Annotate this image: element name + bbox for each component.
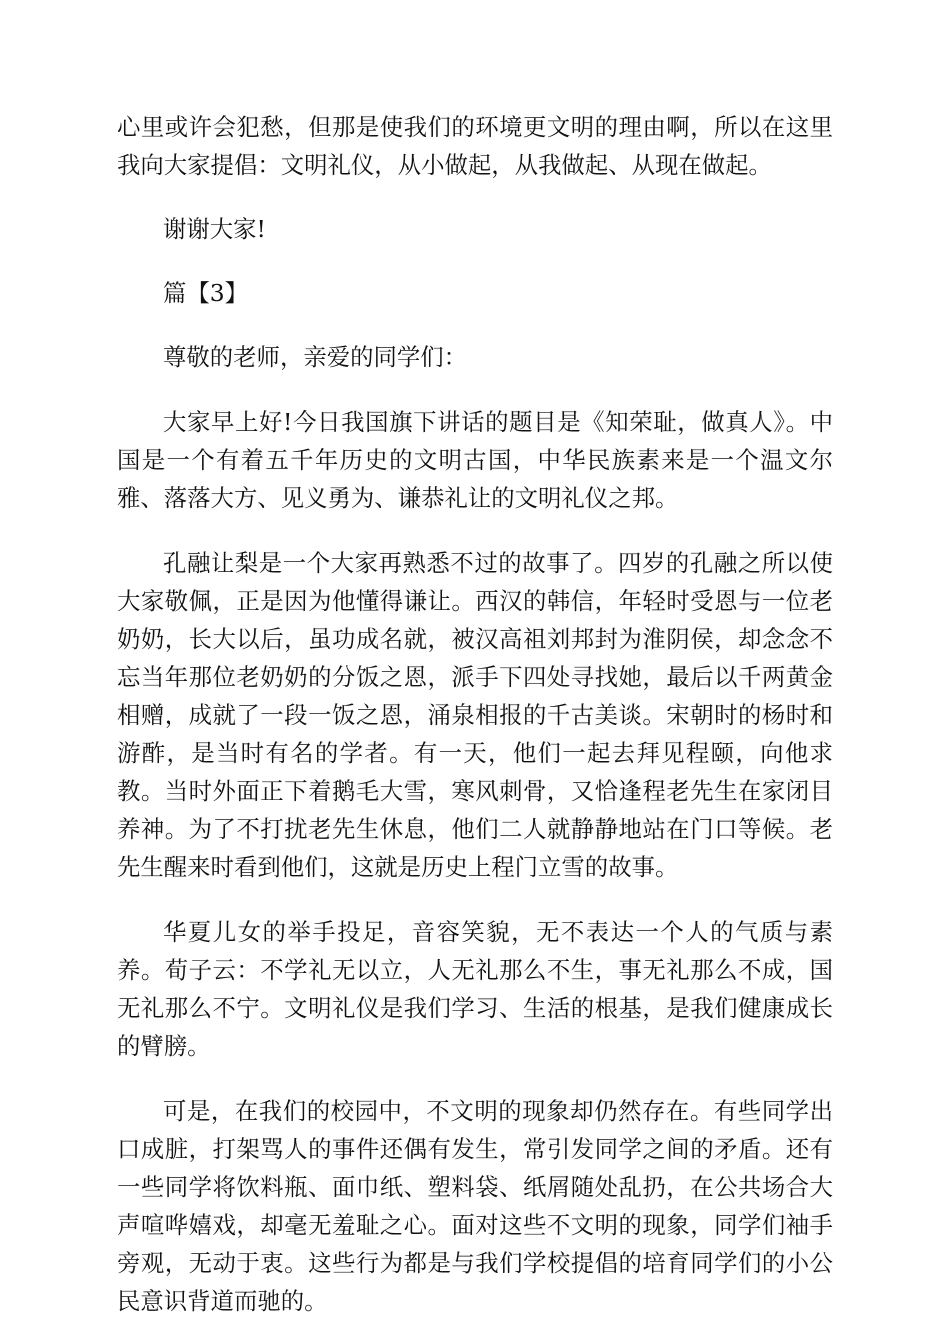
paragraph-campus: 可是，在我们的校园中，不文明的现象却仍然存在。有些同学出口成脏，打架骂人的事件还偶有发生，常引发同学之间的矛盾。还有一些同学将饮料瓶、面巾纸、塑料袋、纸屑随处乱扔，在公共场合大声喧哗嬉戏，却毫无羞耻之心。面对这些不文明的现象，同学们袖手旁观，无动于衷。这些行为都是与我们学校提倡的培育同学们的小公民意识背道而驰的。 — [117, 1097, 833, 1315]
paragraph-closing-remark: 心里或许会犯愁，但那是使我们的环境更文明的理由啊，所以在这里我向大家提倡：文明礼仪，从小做起，从我做起、从现在做起。 — [117, 113, 833, 179]
paragraph-stories: 孔融让梨是一个大家再熟悉不过的故事了。四岁的孔融之所以使大家敬佩，正是因为他懂得谦让。西汉的韩信，年轻时受恩与一位老奶奶，长大以后，虽功成名就，被汉高祖刘邦封为淮阴侯，却念念不忘当年那位老奶奶的分饭之恩，派手下四处寻找她，最后以千两黄金相赠，成就了一段一饭之恩，涌泉相报的千古美谈。宋朝时的杨时和游酢，是当时有名的学者。有一天，他们一起去拜见程颐，向他求教。当时外面正下着鹅毛大雪，寒风刺骨，又恰逢程老先生在家闭目养神。为了不打扰老先生休息，他们二人就静静地站在门口等候。老先生醒来时看到他们，这就是历史上程门立雪的故事。 — [117, 549, 833, 881]
paragraph-etiquette: 华夏儿女的举手投足，音容笑貌，无不表达一个人的气质与素养。荀子云：不学礼无以立，人无礼那么不生，事无礼那么不成，国无礼那么不宁。文明礼仪是我们学习、生活的根基，是我们健康成长的臂膀。 — [117, 918, 833, 1060]
section-heading: 篇【3】 — [163, 279, 249, 307]
paragraph-opening: 大家早上好!今日我国旗下讲话的题目是《知荣耻，做真人》。中国是一个有着五千年历史的文明古国，中华民族素来是一个温文尔雅、落落大方、见义勇为、谦恭礼让的文明礼仪之邦。 — [117, 408, 833, 512]
document-page — [117, 108, 833, 1320]
paragraph-thanks: 谢谢大家! — [163, 215, 266, 243]
paragraph-salutation: 尊敬的老师，亲爱的同学们： — [163, 343, 468, 371]
